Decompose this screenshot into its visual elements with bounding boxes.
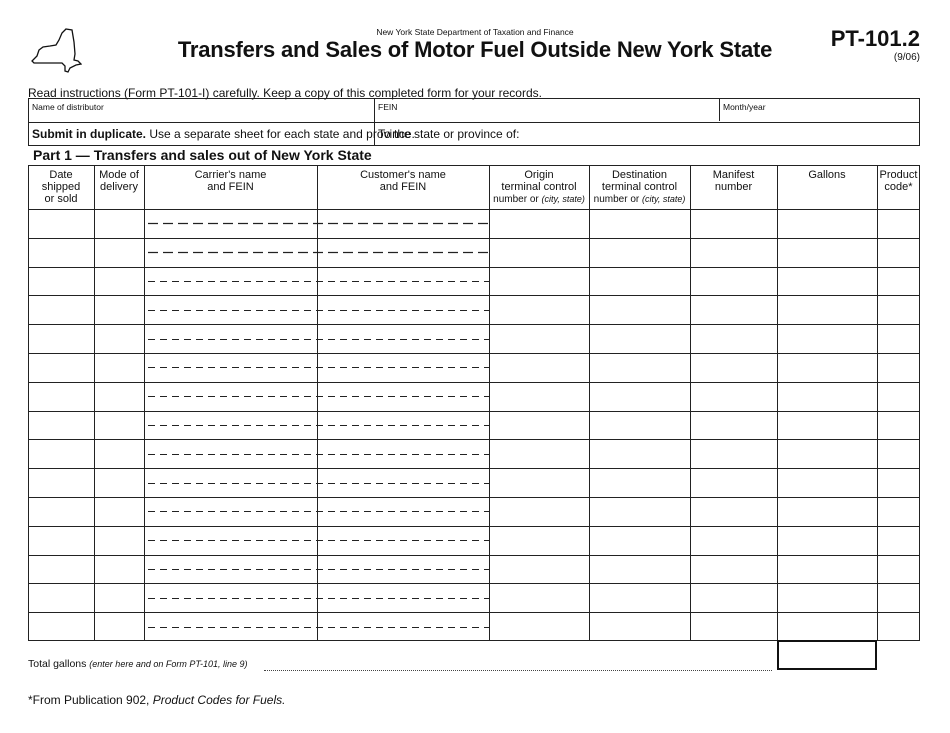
column-header-text: delivery xyxy=(100,181,138,193)
table-cell[interactable] xyxy=(877,583,920,612)
submit-rest: Use a separate sheet for each state and province. xyxy=(146,127,415,141)
table-cell[interactable] xyxy=(877,295,920,324)
form-number: PT-101.2 xyxy=(830,26,920,51)
table-cell[interactable] xyxy=(589,497,690,526)
table-row xyxy=(28,497,920,526)
table-cell[interactable] xyxy=(144,612,317,641)
table-cell[interactable] xyxy=(777,526,877,555)
table-cell[interactable] xyxy=(28,353,94,382)
table-cell[interactable] xyxy=(28,439,94,468)
month-year-field[interactable]: Month/year xyxy=(723,102,766,112)
column-header-line xyxy=(28,169,94,181)
column-header-text: terminal control xyxy=(501,181,577,193)
total-label-note: (enter here and on Form PT-101, line 9) xyxy=(89,659,248,669)
column-header-text: terminal control xyxy=(601,181,678,193)
table-cell[interactable] xyxy=(877,382,920,411)
column-header-text: shipped xyxy=(41,181,81,193)
table-cell[interactable] xyxy=(690,324,777,353)
table-cell[interactable] xyxy=(28,324,94,353)
table-cell[interactable] xyxy=(94,468,144,497)
table-cell[interactable] xyxy=(144,555,317,584)
table-cell[interactable] xyxy=(317,439,489,468)
column-header-text: Customer's name xyxy=(360,169,446,181)
department-name: New York State Department of Taxation and Finance xyxy=(376,27,574,37)
table-cell[interactable] xyxy=(144,526,317,555)
table-cell[interactable] xyxy=(489,439,589,468)
column-header xyxy=(877,169,920,193)
table-cell[interactable] xyxy=(489,295,589,324)
table-row xyxy=(28,295,920,324)
table-cell[interactable] xyxy=(877,324,920,353)
table-cell[interactable] xyxy=(777,382,877,411)
column-header-line xyxy=(690,181,777,193)
table-cell[interactable] xyxy=(94,439,144,468)
column-header xyxy=(489,169,589,206)
table-cell[interactable] xyxy=(777,468,877,497)
table-cell[interactable] xyxy=(489,497,589,526)
table-cell[interactable] xyxy=(144,295,317,324)
table-cell[interactable] xyxy=(777,612,877,641)
table-cell[interactable] xyxy=(690,526,777,555)
table-row xyxy=(28,267,920,296)
table-cell[interactable] xyxy=(690,612,777,641)
table-cell[interactable] xyxy=(317,497,489,526)
table-cell[interactable] xyxy=(589,468,690,497)
table-cell[interactable] xyxy=(690,497,777,526)
column-header-text: or sold xyxy=(44,193,78,205)
table-cell[interactable] xyxy=(94,612,144,641)
table-cell[interactable] xyxy=(317,526,489,555)
table-cell[interactable] xyxy=(589,267,690,296)
table-cell[interactable] xyxy=(28,497,94,526)
column-header-line xyxy=(317,181,489,193)
table-cell[interactable] xyxy=(489,612,589,641)
table-cell[interactable] xyxy=(28,209,94,238)
footnote xyxy=(28,693,285,707)
column-header-line xyxy=(589,169,690,181)
submit-bold: Submit in duplicate. xyxy=(32,127,147,141)
table-cell[interactable] xyxy=(777,411,877,440)
part1-table xyxy=(28,165,920,641)
column-header-text: and FEIN xyxy=(379,181,427,193)
table-cell[interactable] xyxy=(489,382,589,411)
table-cell[interactable] xyxy=(589,555,690,584)
table-cell[interactable] xyxy=(28,382,94,411)
table-cell[interactable] xyxy=(144,324,317,353)
table-cell[interactable] xyxy=(877,209,920,238)
column-header-line xyxy=(877,169,920,181)
table-cell[interactable] xyxy=(317,324,489,353)
column-header-line xyxy=(489,169,589,181)
table-cell[interactable] xyxy=(589,439,690,468)
table-cell[interactable] xyxy=(877,555,920,584)
table-cell[interactable] xyxy=(777,209,877,238)
column-header-text: number xyxy=(714,181,753,193)
table-cell[interactable] xyxy=(690,583,777,612)
table-cell[interactable] xyxy=(144,583,317,612)
column-header-italic: (city, state) xyxy=(642,194,686,204)
column-header-text: Manifest xyxy=(712,169,755,181)
column-header-line xyxy=(94,169,144,181)
table-row xyxy=(28,555,920,584)
table-cell[interactable] xyxy=(144,468,317,497)
table-cell[interactable] xyxy=(28,526,94,555)
column-header-line xyxy=(877,181,920,193)
table-cell[interactable] xyxy=(144,353,317,382)
table-cell[interactable] xyxy=(94,382,144,411)
table-cell[interactable] xyxy=(144,209,317,238)
table-cell[interactable] xyxy=(28,295,94,324)
table-cell[interactable] xyxy=(777,583,877,612)
table-cell[interactable] xyxy=(777,295,877,324)
part1-title: Part 1 — Transfers and sales out of New York State xyxy=(33,147,372,163)
table-cell[interactable] xyxy=(877,497,920,526)
instructions-text: Read instructions (Form PT-101-I) carefully. Keep a copy of this completed form for your records. xyxy=(28,86,542,100)
table-cell[interactable] xyxy=(489,468,589,497)
table-cell[interactable] xyxy=(489,209,589,238)
table-cell[interactable] xyxy=(777,439,877,468)
table-cell[interactable] xyxy=(777,324,877,353)
table-cell[interactable] xyxy=(877,612,920,641)
form-title: Transfers and Sales of Motor Fuel Outside New York State xyxy=(177,37,773,62)
table-cell[interactable] xyxy=(489,583,589,612)
table-cell[interactable] xyxy=(317,238,489,267)
table-cell[interactable] xyxy=(690,555,777,584)
column-header-line xyxy=(489,193,589,206)
total-gallons-input[interactable] xyxy=(777,640,877,670)
table-cell[interactable] xyxy=(94,238,144,267)
table-cell[interactable] xyxy=(877,238,920,267)
total-label-text: Total gallons xyxy=(28,658,90,670)
table-cell[interactable] xyxy=(94,497,144,526)
submit-instruction xyxy=(32,127,415,141)
column-header-line xyxy=(317,169,489,181)
table-cell[interactable] xyxy=(317,583,489,612)
column-header-text: Destination xyxy=(611,169,668,181)
table-cell[interactable] xyxy=(489,411,589,440)
distributor-info-box xyxy=(28,98,920,146)
column-header-text: Gallons xyxy=(808,169,846,181)
column-header xyxy=(144,169,317,193)
table-cell[interactable] xyxy=(777,267,877,296)
table-cell[interactable] xyxy=(317,612,489,641)
table-cell[interactable] xyxy=(317,555,489,584)
table-cell[interactable] xyxy=(94,353,144,382)
column-header-text: number or xyxy=(493,194,542,205)
form-date: (9/06) xyxy=(893,52,920,63)
table-cell[interactable] xyxy=(94,526,144,555)
table-cell[interactable] xyxy=(589,324,690,353)
table-cell[interactable] xyxy=(489,526,589,555)
footnote-prefix: *From Publication 902, xyxy=(28,693,153,707)
table-cell[interactable] xyxy=(144,411,317,440)
table-cell[interactable] xyxy=(94,411,144,440)
column-header-line xyxy=(144,181,317,193)
to-state-field[interactable]: To the state or province of: xyxy=(378,127,520,141)
table-cell[interactable] xyxy=(777,353,877,382)
table-cell[interactable] xyxy=(877,526,920,555)
column-header xyxy=(690,169,777,193)
column-header-line xyxy=(589,193,690,206)
column-header-text: code* xyxy=(884,181,913,193)
table-cell[interactable] xyxy=(489,324,589,353)
column-header xyxy=(28,169,94,205)
column-header-line xyxy=(94,181,144,193)
table-cell[interactable] xyxy=(144,238,317,267)
column-header-text: Origin xyxy=(524,169,554,181)
table-row xyxy=(28,612,920,641)
column-header-line xyxy=(489,181,589,193)
column-header-line xyxy=(28,181,94,193)
table-cell[interactable] xyxy=(28,555,94,584)
table-cell[interactable] xyxy=(489,555,589,584)
table-cell[interactable] xyxy=(690,468,777,497)
table-row xyxy=(28,583,920,612)
footnote-publication: Product Codes for Fuels. xyxy=(152,693,286,707)
table-row xyxy=(28,411,920,440)
column-header-text: number or xyxy=(593,194,642,205)
column-header-italic: (city, state) xyxy=(541,194,585,204)
column-header-line xyxy=(28,193,94,205)
table-cell[interactable] xyxy=(877,411,920,440)
table-row xyxy=(28,238,920,267)
total-leader-dots xyxy=(264,658,772,671)
table-cell[interactable] xyxy=(317,468,489,497)
column-header-line xyxy=(589,181,690,193)
column-header xyxy=(777,169,877,181)
table-cell[interactable] xyxy=(317,353,489,382)
table-cell[interactable] xyxy=(144,382,317,411)
table-cell[interactable] xyxy=(489,267,589,296)
table-cell[interactable] xyxy=(777,238,877,267)
table-cell[interactable] xyxy=(317,411,489,440)
table-row xyxy=(28,353,920,382)
table-cell[interactable] xyxy=(589,526,690,555)
table-cell[interactable] xyxy=(94,209,144,238)
table-row xyxy=(28,468,920,497)
total-gallons-label xyxy=(28,658,248,670)
table-cell[interactable] xyxy=(317,382,489,411)
table-cell[interactable] xyxy=(489,238,589,267)
table-cell[interactable] xyxy=(28,468,94,497)
table-cell[interactable] xyxy=(877,267,920,296)
table-cell[interactable] xyxy=(690,411,777,440)
table-cell[interactable] xyxy=(589,353,690,382)
table-cell[interactable] xyxy=(94,324,144,353)
table-row xyxy=(28,526,920,555)
table-cell[interactable] xyxy=(28,238,94,267)
column-header-text: Product xyxy=(879,169,918,181)
table-cell[interactable] xyxy=(317,267,489,296)
table-cell[interactable] xyxy=(777,497,877,526)
table-cell[interactable] xyxy=(28,583,94,612)
column-header xyxy=(317,169,489,193)
table-cell[interactable] xyxy=(94,295,144,324)
table-cell[interactable] xyxy=(589,411,690,440)
table-cell[interactable] xyxy=(144,497,317,526)
table-cell[interactable] xyxy=(94,583,144,612)
table-cell[interactable] xyxy=(94,555,144,584)
table-cell[interactable] xyxy=(28,411,94,440)
column-header-text: Date xyxy=(49,169,73,181)
table-row xyxy=(28,382,920,411)
table-cell[interactable] xyxy=(777,555,877,584)
table-cell[interactable] xyxy=(877,439,920,468)
column-header-text: and FEIN xyxy=(207,181,254,193)
table-cell[interactable] xyxy=(690,209,777,238)
table-cell[interactable] xyxy=(144,439,317,468)
column-header-text: Carrier's name xyxy=(194,169,267,181)
table-cell[interactable] xyxy=(690,353,777,382)
table-cell[interactable] xyxy=(28,267,94,296)
column-header-text: Mode of xyxy=(99,169,139,181)
table-cell[interactable] xyxy=(690,238,777,267)
table-cell[interactable] xyxy=(589,382,690,411)
table-cell[interactable] xyxy=(28,612,94,641)
table-cell[interactable] xyxy=(877,353,920,382)
table-cell[interactable] xyxy=(317,295,489,324)
column-header-line xyxy=(777,169,877,181)
fein-field[interactable]: FEIN xyxy=(378,102,398,112)
table-cell[interactable] xyxy=(690,382,777,411)
table-cell[interactable] xyxy=(690,267,777,296)
table-cell[interactable] xyxy=(144,267,317,296)
table-cell[interactable] xyxy=(589,209,690,238)
table-cell[interactable] xyxy=(489,353,589,382)
column-header xyxy=(94,169,144,193)
table-cell[interactable] xyxy=(589,238,690,267)
table-row xyxy=(28,324,920,353)
table-row xyxy=(28,209,920,238)
column-header-line xyxy=(144,169,317,181)
table-cell[interactable] xyxy=(589,295,690,324)
table-cell[interactable] xyxy=(690,295,777,324)
table-cell[interactable] xyxy=(94,267,144,296)
column-header-line xyxy=(690,169,777,181)
table-cell[interactable] xyxy=(589,612,690,641)
table-row xyxy=(28,439,920,468)
table-cell[interactable] xyxy=(690,439,777,468)
table-cell[interactable] xyxy=(317,209,489,238)
table-cell[interactable] xyxy=(589,583,690,612)
table-cell[interactable] xyxy=(877,468,920,497)
distributor-name-field[interactable]: Name of distributor xyxy=(32,102,104,112)
column-header xyxy=(589,169,690,206)
